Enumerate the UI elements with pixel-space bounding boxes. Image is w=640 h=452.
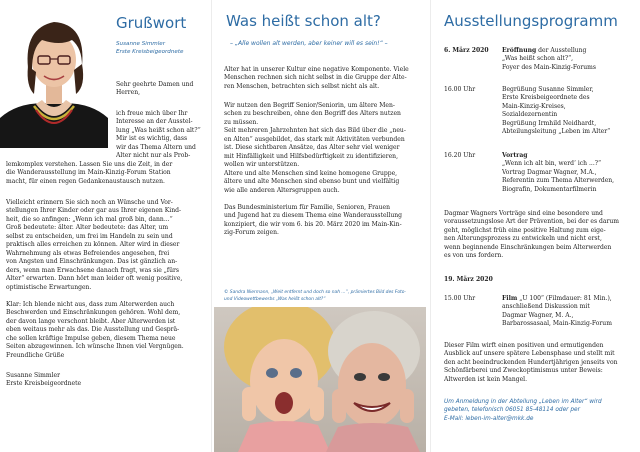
greeting-column bbox=[0, 0, 208, 452]
closing: Freundliche Grüße bbox=[6, 352, 65, 359]
program-time: 16.20 Uhr bbox=[444, 152, 476, 159]
program-title: Ausstellungsprogramm bbox=[444, 12, 618, 30]
program-time: 16.00 Uhr bbox=[444, 86, 476, 93]
intro-paragraph-full: lemkomplex verstehen. Lassen Sie uns die Zeit, in der die Wanderausstellung im Main-Kinzig-Forum Station macht, für einen regen Gedankenaustausch nutzen. bbox=[6, 161, 173, 185]
portrait-illustration bbox=[0, 0, 108, 148]
signature: Susanne Simmler Erste Kreisbeigeordnete bbox=[6, 372, 82, 388]
column-divider bbox=[430, 0, 431, 452]
about-column bbox=[214, 0, 426, 452]
childhood-paragraph: Vielleicht erinnern Sie sich noch an Wünsche und Vor- stellungen Ihrer Kinder oder gar aus Ihrer eigenen Kind- heit, die so anfingen: „Wenn ich mal groß bin, dann...“ Groß bedeutete: älter. Älter bedeutete: das Alter, um selbst zu entscheiden, um frei im Handeln zu sein und praktisch alles erreichen zu können. Älter wird in dieser Wahrnehmung als etwas Befreiendes angesehen, frei von Ängsten und Einschränkungen. Das ist gänzlich an- ders, wenn man Erwachsene danach fragt, was sie „fürs Alter“ erwarten. Dann hört man leider oft wenig positive, optimistische Erwartungen. bbox=[6, 199, 183, 291]
film-paragraph: Dieser Film wirft einen positiven und ermutigenden Ausblick auf unsere spätere Lebensphase und stellt mit den acht beeindruckenden Hundertjährigen jenseits von Schönfärberei und Zweckoptimismus unter Beweis: Altwerden ist kein Mangel. bbox=[444, 342, 618, 383]
wagner-paragraph: Dagmar Wagners Vorträge sind eine besondere und voraussetzungslose Art der Prävention, bei der es darum geht, möglichst früh eine positive Haltung zum eige- nen Alterungsprozess zu entwickeln und nicht erst, wenn beginnende Einschränkungen beim Älterwerden es von uns fordern. bbox=[444, 210, 620, 260]
about-paragraph-3: Das Bundesministerium für Familie, Senioren, Frauen und Jugend hat zu diesem Thema eine Wanderausstellung konzipiert, die wir vom 6. bis 20. März 2020 im Main-Kin- zig-Forum zeigen. bbox=[224, 204, 403, 237]
signup-email-link[interactable]: E-Mail: leben-im-alter@mkk.de bbox=[444, 415, 534, 422]
portrait-photo bbox=[0, 0, 108, 148]
program-date: 6. März 2020 bbox=[444, 47, 489, 54]
about-title: Was heißt schon alt? bbox=[226, 12, 381, 30]
photo-caption: © Sandra Niermann, „Weit entfernt und doch so nah ...“, prämiertes Bild des Foto- und Videowettbewerbs „Was heißt schon alt?“ bbox=[224, 290, 407, 302]
about-paragraph-2: Wir nutzen den Begriff Senior/Seniorin, um ältere Men- schen zu beschreiben, ohne den Begriff des Alters nutzen zu müssen. Seit mehreren Jahrzehnten hat sich das Bild über die „neu- en Alten“ ausgebildet, das stark mit Aktivitäten verbunden ist. Diese sichtbaren Ansätze, das Alter sehr viel weniger mit Hinfälligkeit und Hilfsbedürftigkeit zu identifizieren, wollen wir unterstützen. Ältere und alte Menschen sind keine homogene Gruppe, ältere und alte Menschen sind ebenso bunt und vielfältig wie alle anderen Altersgruppen auch. bbox=[224, 102, 406, 194]
signup-note: Um Anmeldung in der Abteilung „Leben im Alter“ wird gebeten, telefonisch 06051 85-48114 oder per E-Mail: leben-im-alter@mkk.de bbox=[444, 398, 640, 423]
award-photo bbox=[214, 307, 426, 452]
salutation: Sehr geehrte Damen und Herren, bbox=[116, 81, 194, 97]
program-time: 15.00 Uhr bbox=[444, 295, 476, 302]
intro-paragraph-side: ich freue mich über Ihr Interesse an der Ausstel- lung „Was heißt schon alt?“ Mir ist es wichtig, dass wir das Thema Altern und Alter nicht nur als Prob- bbox=[116, 110, 201, 160]
about-quote: – „Alle wollen alt werden, aber keiner will es sein!“ – bbox=[230, 40, 388, 47]
program-column: Ausstellungsprogramm 6. März 2020 Eröffnung der Ausstellung „Was heißt schon alt?“, Foyer des Main-Kinzig-Forums 16.00 Uhr Begrüßung Susanne Simmler, Erste Kreisbeigeordnete des Main-Kinzig-Kreises, Sozialdezernentin Begrüßung Irmhild Neidhardt, Abteilungsleitung „Leben im Alter“ 16.20 Uhr Vortrag „Wenn ich alt bin, werd‘ ich ...?“ Vortrag Dagmar Wagner, M.A., Referentin zum Thema Älterwerden, Biografin, Dokumentarfilmerin Dagmar Wagners Vorträge sind eine besondere und voraussetzungslose Art der Prävention, bei der es darum geht, möglichst früh eine positive Haltung zum eige- nen Alterungsprozess zu entwickeln und nicht erst, wenn beginnende Einschränkungen beim Älterwerden es von uns fordern. 19. März 2020 15.00 Uhr Film „Ü 100“ (Filmdauer: 81 Min.), anschließend Diskussion mit Dagmar Wagner, M. A., Barbarossasaal, Main-Kinzig-Forum Dieser Film wirft einen positiven und ermutigenden Ausblick auf unsere spätere Lebensphase und stellt mit den acht beeindruckenden Hundertjährigen jenseits von Schönfärberei und Zweckoptimismus unter Beweis: Altwerden ist kein Mangel. Um Anmeldung in der Abteilung „Leben im Alter“ wird gebeten, telefonisch 06051 85-48114 oder per E-Mail: leben-im-alter@mkk.de bbox=[434, 0, 640, 452]
greeting-title: Grußwort bbox=[116, 14, 187, 32]
award-photo-illustration bbox=[214, 307, 426, 452]
greeting-author: Susanne Simmler Erste Kreisbeigeordnete bbox=[116, 41, 184, 56]
column-divider bbox=[211, 0, 212, 452]
about-paragraph-1: Alter hat in unserer Kultur eine negative Komponente. Viele Menschen rechnen sich nicht selbst in die Gruppe der Älte- ren Menschen, betrachten sich selbst nicht als alt. bbox=[224, 66, 409, 90]
complaints-paragraph: Klar: Ich blende nicht aus, dass zum Älterwerden auch Beschwerden und Einschränkungen gehören. Wohl dem, der davon lange verschont bleibt. Aber Älterwerden ist eben weitaus mehr als das. Die Ausstellung und Gesprä- che sollen kräftige Impulse geben, diesem Thema neue Seiten abzugewinnen. Ich wünsche Ihnen viel Vergnügen. bbox=[6, 301, 184, 351]
